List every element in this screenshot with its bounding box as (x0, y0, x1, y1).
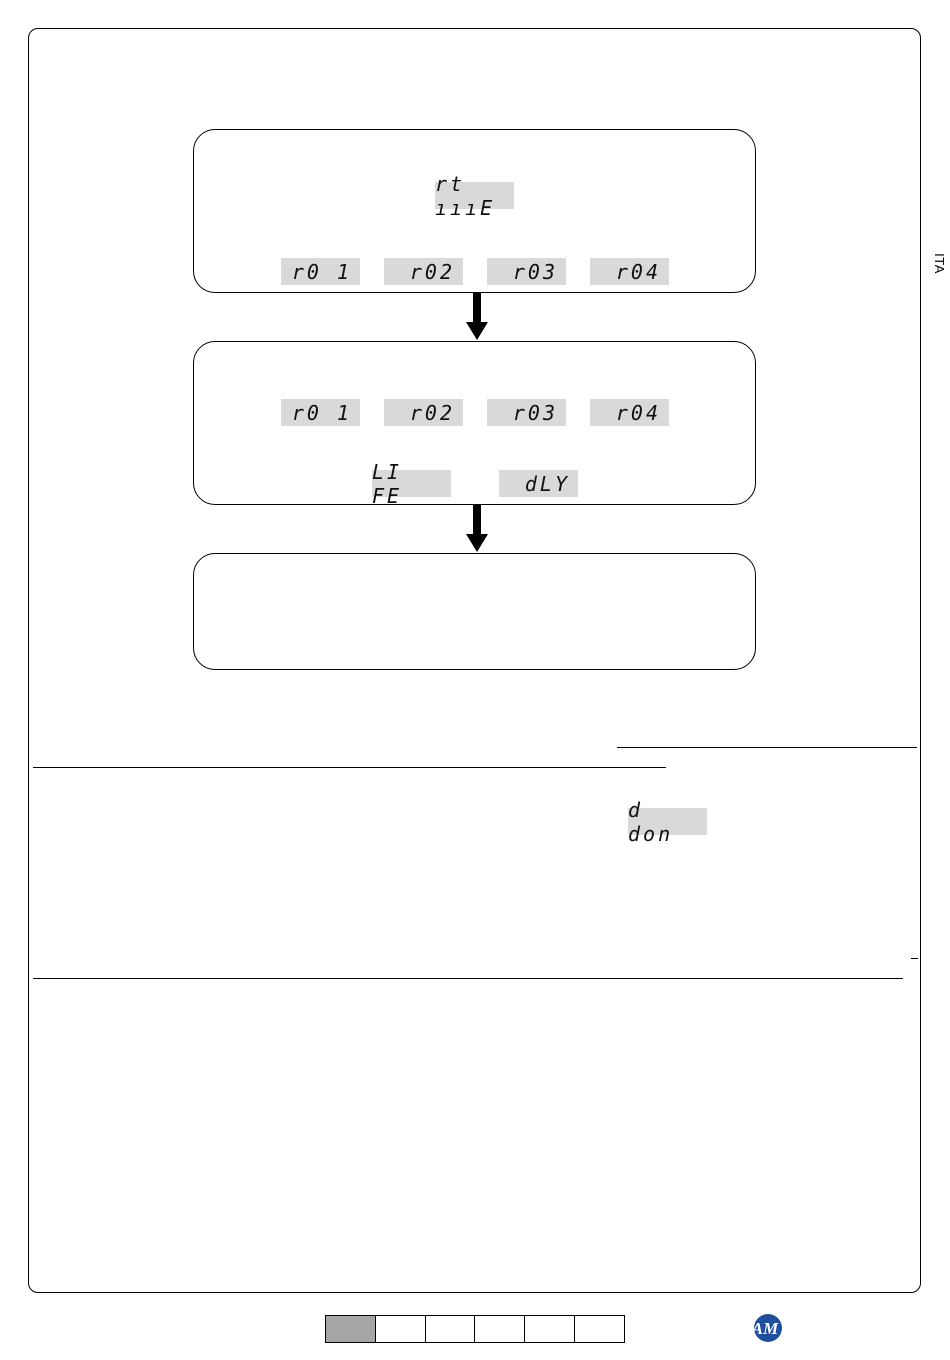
language-tab (931, 250, 947, 276)
section-rule (33, 767, 666, 768)
lcd-display-r01: r0 1 (281, 399, 360, 426)
step-box-2 (193, 341, 756, 505)
lcd-display-dly: dLY (499, 470, 578, 497)
lcd-display-r01: r0 1 (281, 258, 360, 285)
down-arrow-icon (466, 293, 488, 341)
lcd-display-r04: r04 (590, 399, 669, 426)
lcd-display-r02: r02 (384, 258, 463, 285)
page-indicator-cell (574, 1316, 624, 1342)
lcd-display-r03: r03 (487, 399, 566, 426)
brand-logo (744, 1313, 782, 1343)
page-indicator-cell (474, 1316, 524, 1342)
lcd-display-r02: r02 (384, 399, 463, 426)
underline-rule (911, 958, 918, 959)
section-rule (33, 978, 903, 979)
page-indicator-cell (375, 1316, 425, 1342)
lcd-display-r03: r03 (487, 258, 566, 285)
page-indicator (325, 1315, 625, 1343)
page-indicator-cell-active (326, 1316, 375, 1342)
lcd-display-d-don: d don (628, 808, 707, 835)
language-tab-label: ITA (931, 252, 947, 274)
page-indicator-cell (425, 1316, 475, 1342)
underline-rule (617, 747, 917, 748)
lcd-display-life: LI FE (372, 470, 451, 497)
down-arrow-icon (466, 505, 488, 553)
lcd-display-title: rt ıııE (435, 182, 514, 209)
brand-logo-text: AM (751, 1319, 779, 1338)
page-indicator-cell (524, 1316, 574, 1342)
step-box-3 (193, 553, 756, 670)
lcd-display-r04: r04 (590, 258, 669, 285)
